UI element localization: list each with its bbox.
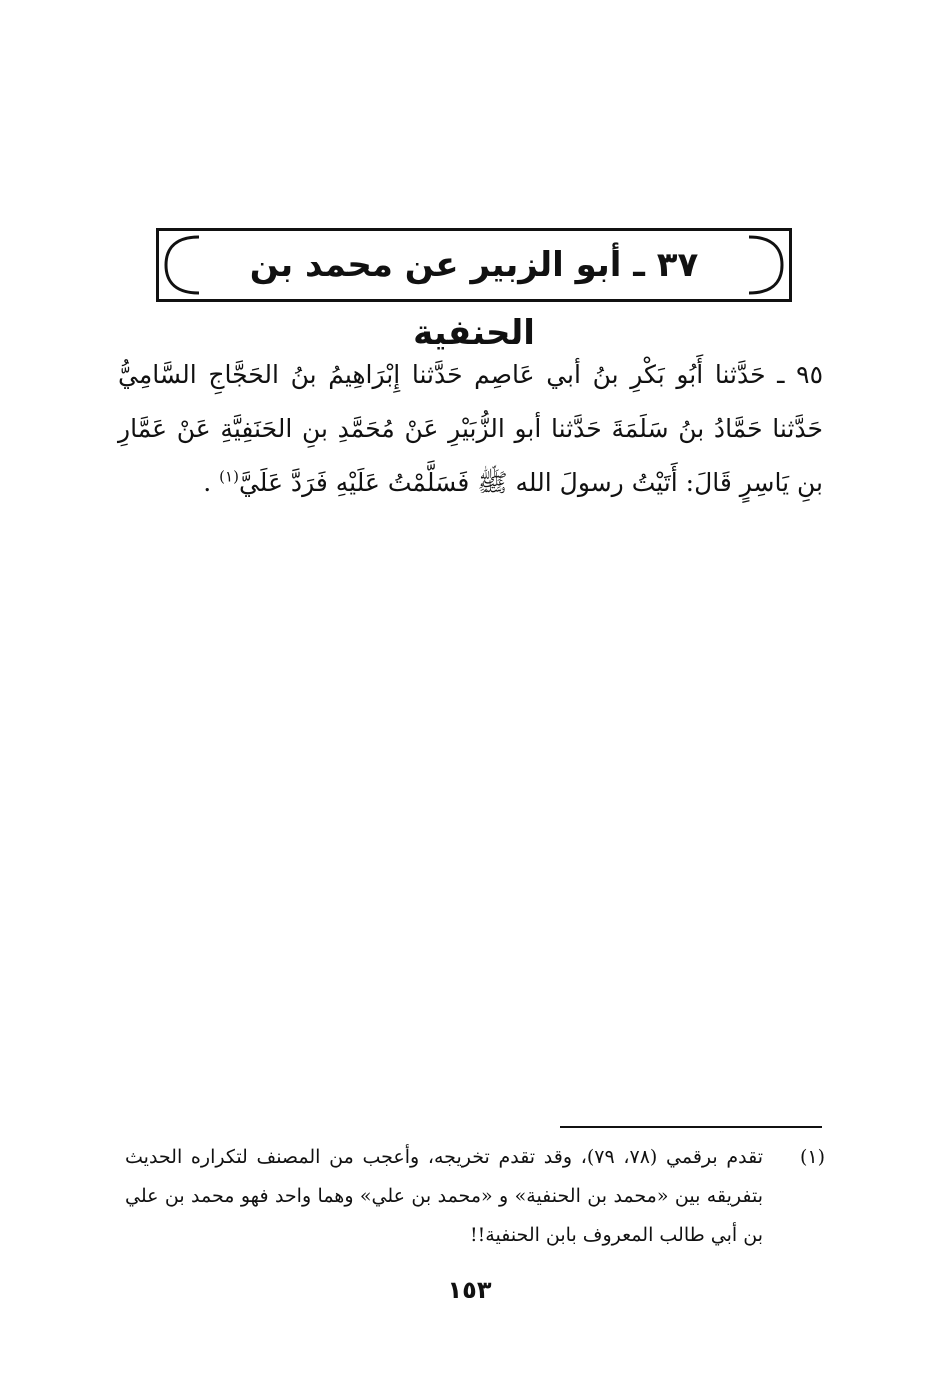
chapter-title: ٣٧ ـ أبو الزبير عن محمد بن الحنفية [249, 245, 699, 353]
footnote-text: تقدم برقمي (٧٨، ٧٩)، وقد تقدم تخريجه، وأعجب من المصنف لتكراره الحديث بتفريقه بين «محمد بن الحنفية» و «محمد بن علي» وهما واحد فهو محمد بن علي بن أبي طالب المعروف بابن الحنفية!! [125, 1146, 764, 1246]
footnote-number: (١) [799, 1146, 825, 1168]
right-bracket-ornament [745, 235, 785, 295]
footnote-reference[interactable]: (١) [219, 467, 239, 486]
left-bracket-ornament [163, 235, 203, 295]
hadith-text: ٩٥ ـ حَدَّثنا أَبُو بَكْرِ بنُ أبي عَاصِم حَدَّثنا إِبْرَاهِيمُ بنُ الحَجَّاجِ السَّامِيُّ حَدَّثنا حَمَّادُ بنُ سَلَمَةَ حَدَّثنا أبو الزُّبَيْرِ عَنْ مُحَمَّدِ بنِ الحَنَفِيَّةِ عَنْ عَمَّارِ بنِ يَاسِرٍ قَالَ: أَتَيْتُ رسولَ الله ﷺ فَسَلَّمْتُ عَلَيْهِ فَرَدَّ عَلَيَّ [118, 360, 823, 497]
footnote [125, 1138, 825, 1255]
chapter-heading-box [156, 228, 792, 353]
end-mark: . [203, 468, 212, 497]
footnote-divider [560, 1126, 822, 1128]
page-number: ١٥٣ [447, 1276, 492, 1304]
hadith-paragraph [118, 348, 823, 510]
